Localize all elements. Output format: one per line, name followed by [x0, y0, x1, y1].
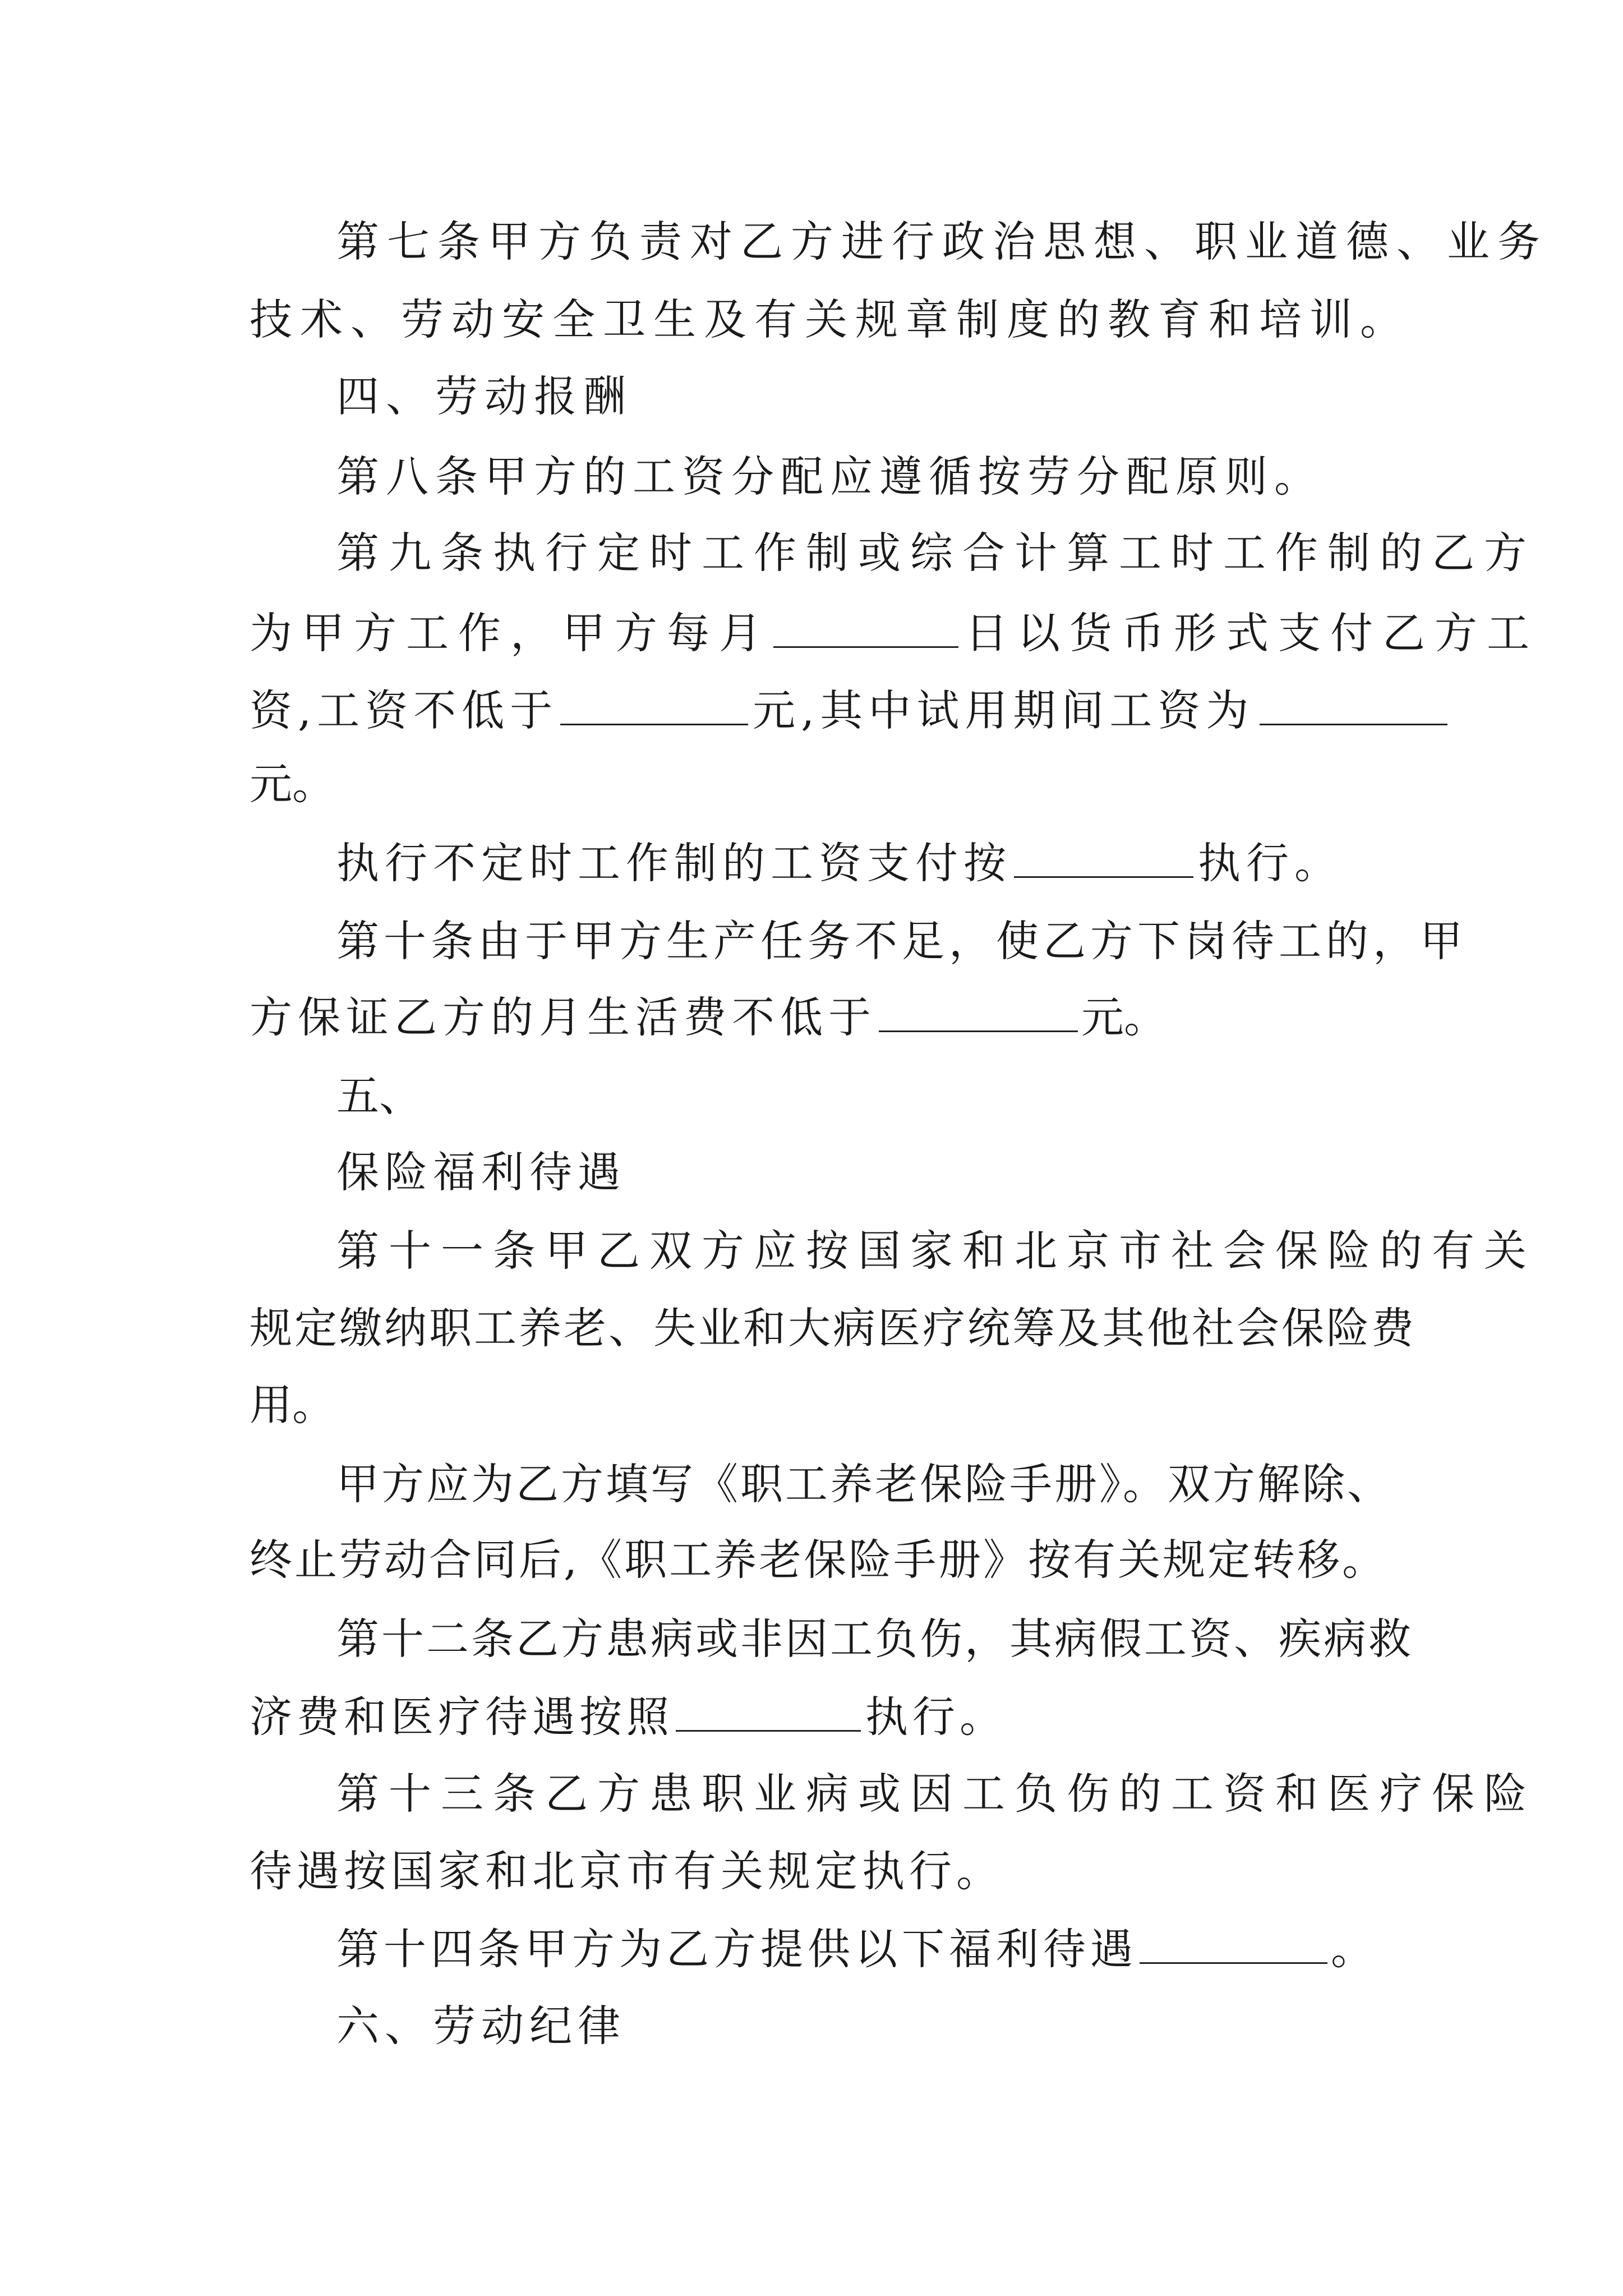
paragraph-line: [336, 452, 1324, 501]
paragraph-line: [250, 992, 1166, 1042]
paragraph-line: [336, 528, 1536, 578]
paragraph-line: [250, 1692, 1007, 1742]
line-text: 执行。: [865, 1692, 1007, 1742]
line-text: 元,其中试用期间工资为: [753, 685, 1255, 735]
line-text: 保险福利待遇: [336, 1147, 626, 1197]
line-text: 终止劳动合同后,《职工养老保险手册》按有关规定转移。: [250, 1535, 1387, 1585]
fill-blank[interactable]: [560, 689, 748, 725]
paragraph-line: [250, 1303, 1416, 1353]
line-text: 五、: [336, 1071, 422, 1121]
paragraph-line: [336, 1226, 1536, 1276]
fill-blank[interactable]: [1140, 1927, 1327, 1964]
line-text: 第八条甲方的工资分配应遵循按劳分配原则。: [336, 452, 1324, 501]
line-text: 甲方应为乙方填写《职工养老保险手册》。双方解除、: [336, 1459, 1392, 1509]
fill-blank[interactable]: [773, 611, 958, 648]
line-text: 方保证乙方的月生活费不低于: [250, 992, 877, 1042]
line-text: 日以货币形式支付乙方工: [965, 608, 1539, 658]
line-text: 第十四条甲方为乙方提供以下福利待遇: [336, 1924, 1137, 1974]
line-text: 用。: [250, 1380, 335, 1430]
fill-blank[interactable]: [1014, 841, 1193, 878]
section-heading: [336, 1147, 626, 1197]
line-text: 第十二条乙方患病或非因工负伤，其病假工资、疾病救: [336, 1614, 1413, 1664]
line-text: 技术、劳动安全卫生及有关规章制度的教育和培训。: [250, 295, 1410, 344]
paragraph-line: [250, 1535, 1387, 1585]
line-text: 。: [1331, 1924, 1373, 1974]
line-text: 第九条执行定时工作制或综合计算工时工作制的乙方: [336, 528, 1536, 578]
paragraph-line: [336, 1459, 1392, 1509]
paragraph-line: [250, 608, 1539, 658]
section-heading: [336, 371, 633, 421]
section-heading: [336, 2001, 626, 2051]
line-text: 元。: [1081, 992, 1166, 1042]
line-text: 待遇按国家和北京市有关规定执行。: [250, 1846, 1003, 1896]
paragraph-line: [250, 685, 1447, 735]
paragraph-line: [336, 916, 1467, 966]
line-text: 规定缴纳职工养老、失业和大病医疗统筹及其他社会保险费: [250, 1303, 1416, 1353]
line-text: 执行。: [1198, 838, 1343, 888]
paragraph-line: [336, 838, 1343, 888]
paragraph-line: [336, 1924, 1373, 1974]
paragraph-line: [250, 1846, 1003, 1896]
line-text: 第七条甲方负责对乙方进行政治思想、职业道德、业务: [336, 217, 1548, 266]
line-text: 执行不定时工作制的工资支付按: [336, 838, 1012, 888]
line-text: 六、劳动纪律: [336, 2001, 626, 2051]
line-text: 第十三条乙方患职业病或因工负伤的工资和医疗保险: [336, 1769, 1536, 1819]
line-text: 第十一条甲乙双方应按国家和北京市社会保险的有关: [336, 1226, 1536, 1276]
paragraph-line: [250, 759, 335, 809]
fill-blank[interactable]: [676, 1695, 861, 1732]
line-text: 济费和医疗待遇按照: [250, 1692, 674, 1742]
fill-blank[interactable]: [1260, 689, 1447, 725]
paragraph-line: [336, 1769, 1536, 1819]
paragraph-line: [250, 1380, 335, 1430]
line-text: 为甲方工作，甲方每月: [250, 608, 771, 658]
line-text: 元。: [250, 759, 335, 809]
fill-blank[interactable]: [879, 996, 1078, 1032]
paragraph-line: [336, 217, 1548, 266]
line-text: 资,工资不低于: [250, 685, 559, 735]
paragraph-line: [336, 1614, 1413, 1664]
paragraph-line: [250, 295, 1410, 344]
line-text: 四、劳动报酬: [336, 371, 633, 421]
line-text: 第十条由于甲方生产任务不足，使乙方下岗待工的，甲: [336, 916, 1467, 966]
section-heading: [336, 1071, 422, 1121]
